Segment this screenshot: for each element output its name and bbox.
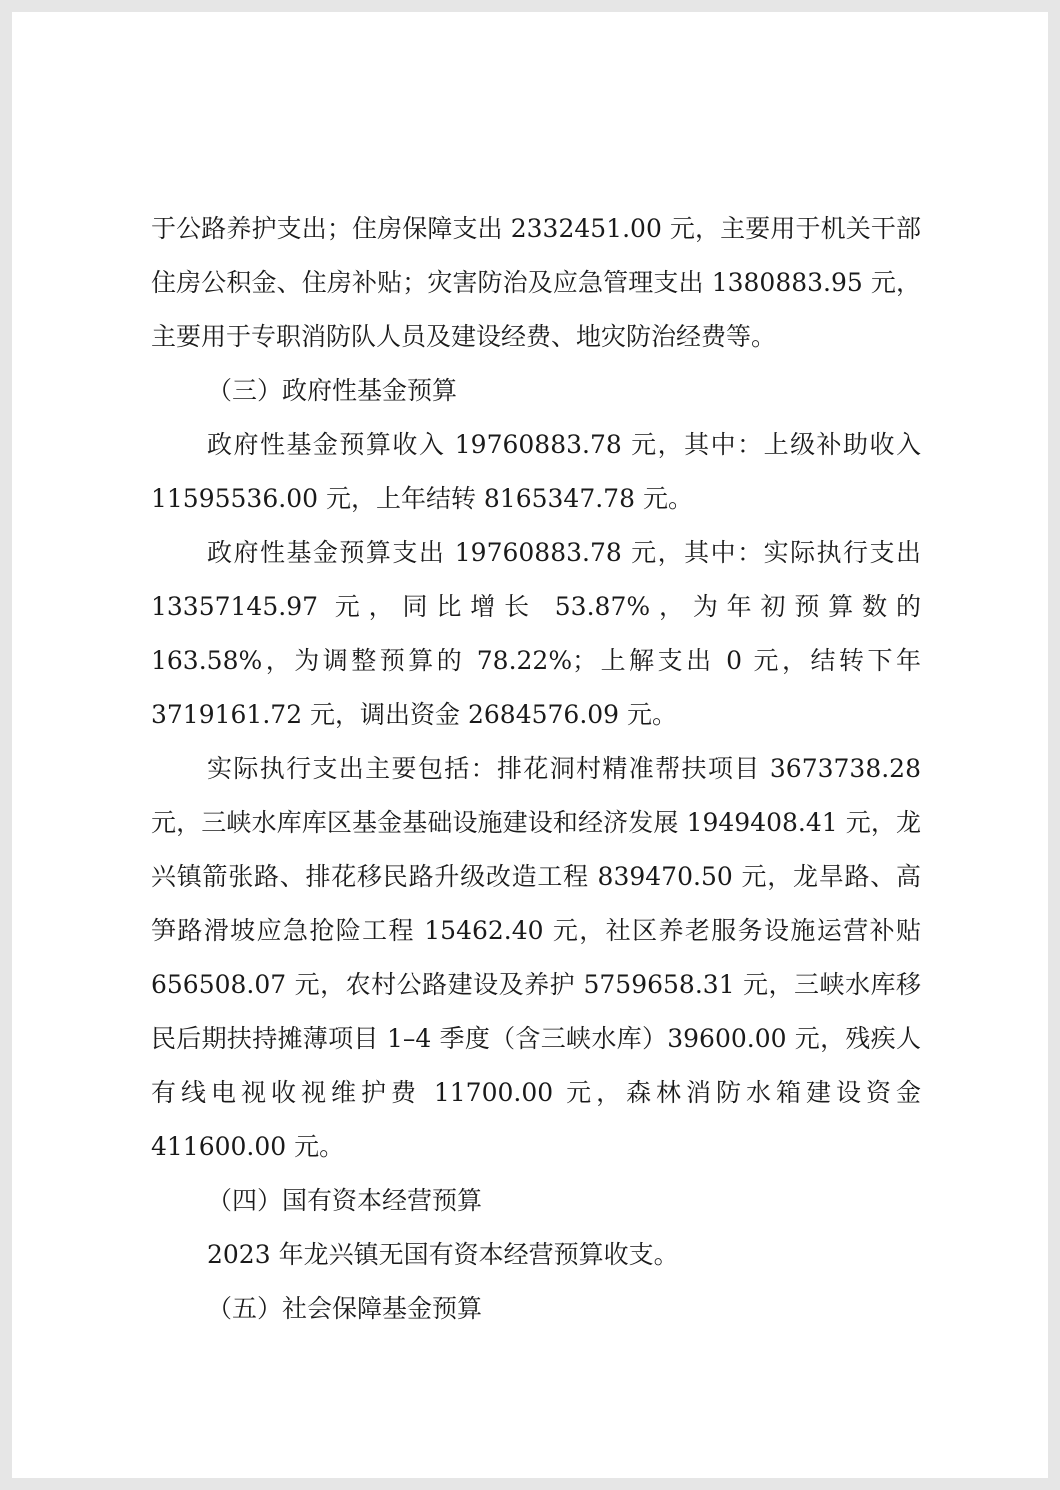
document-page	[12, 12, 1048, 1478]
paragraph-fund-revenue: 政府性基金预算收入 19760883.78 元，其中：上级补助收入 11595536.00 元，上年结转 8165347.78 元。	[151, 430, 921, 513]
section-heading-state-capital-budget: （四）国有资本经营预算	[207, 1186, 483, 1215]
section-heading-social-security-budget: （五）社会保障基金预算	[207, 1294, 483, 1323]
paragraph-fund-expenditure: 政府性基金预算支出 19760883.78 元，其中：实际执行支出 13357145.97 元，同比增长 53.87%，为年初预算数的 163.58%，为调整预算的 78.22%；上解支出 0 元，结转下年 3719161.72 元，调出资金 2684576.09 元。	[151, 538, 921, 729]
paragraph-state-capital: 2023 年龙兴镇无国有资本经营预算收支。	[207, 1240, 679, 1269]
paragraph-continuation: 于公路养护支出；住房保障支出 2332451.00 元，主要用于机关干部住房公积金、住房补贴；灾害防治及应急管理支出 1380883.95 元，主要用于专职消防队人员及建设经费、地灾防治经费等。	[151, 214, 921, 351]
section-heading-government-fund-budget: （三）政府性基金预算	[207, 376, 458, 405]
document-body	[151, 202, 921, 1336]
paragraph-actual-expenditure-items: 实际执行支出主要包括：排花洞村精准帮扶项目 3673738.28 元，三峡水库库区基金基础设施建设和经济发展 1949408.41 元，龙兴镇箭张路、排花移民路升级改造工程 839470.50 元，龙旱路、高笋路滑坡应急抢险工程 15462.40 元，社区养老服务设施运营补贴 656508.07 元，农村公路建设及养护 5759658.31 元，三峡水库移民后期扶持摊薄项目 1–4 季度（含三峡水库）39600.00 元，残疾人有线电视收视维护费 11700.00 元，森林消防水箱建设资金 411600.00 元。	[151, 754, 921, 1161]
